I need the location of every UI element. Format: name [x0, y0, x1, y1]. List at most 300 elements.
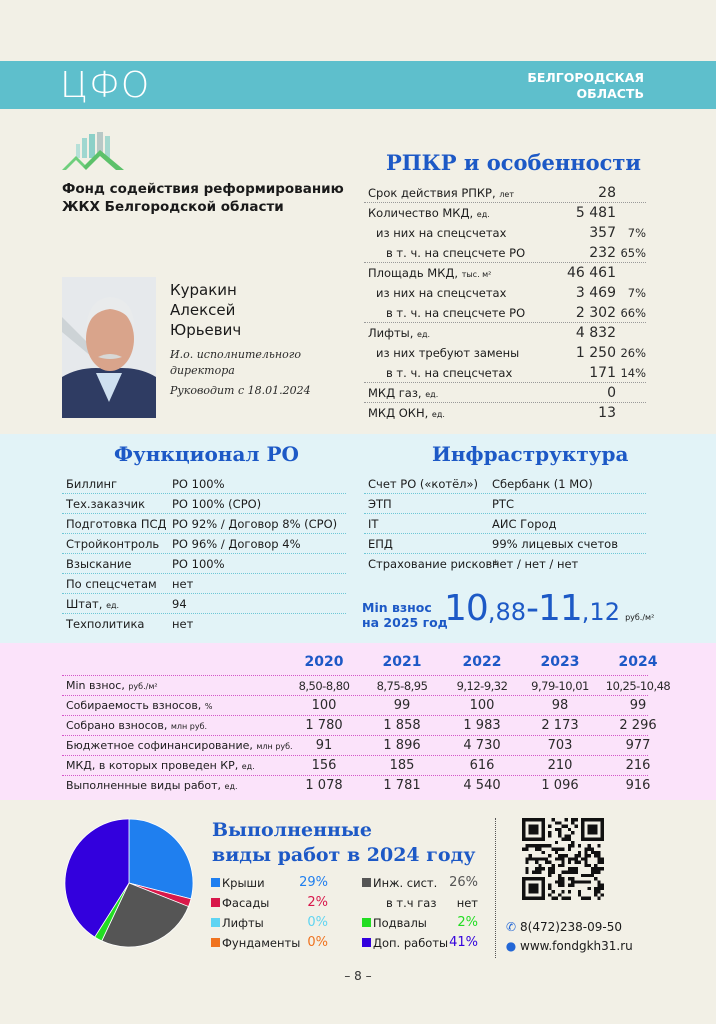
functional-key-text: Техполитика: [66, 617, 145, 631]
yearly-stats-cell: 99: [629, 698, 647, 713]
yearly-stats-cell: 916: [625, 778, 651, 793]
functional-key-unit: ед.: [106, 601, 120, 610]
qr-module: [597, 854, 600, 857]
qr-module: [565, 854, 568, 857]
qr-module: [584, 848, 587, 851]
qr-module: [591, 848, 594, 851]
qr-module: [571, 831, 574, 834]
yearly-stats-cell: 9,79-10,01: [531, 679, 589, 693]
qr-module: [571, 877, 574, 880]
qr-module: [558, 848, 561, 851]
functional-row-key: [66, 514, 167, 534]
qr-module: [548, 884, 551, 887]
rpkr-row-label: [368, 263, 491, 285]
qr-module: [565, 870, 568, 873]
rpkr-label-text: из них требуют замены: [376, 346, 520, 360]
qr-module: [552, 870, 555, 873]
qr-module: [568, 838, 571, 841]
org-name-line-2: ЖКХ Белгородской области: [62, 199, 284, 215]
year-header: 2024: [618, 654, 658, 670]
rpkr-label-text: Лифты,: [368, 326, 414, 340]
yearly-stats-cell: 100: [469, 698, 495, 713]
qr-module: [565, 818, 568, 821]
legend-item: [362, 874, 437, 892]
functional-row-key: [66, 594, 119, 616]
min-fee-label: [362, 600, 448, 630]
rpkr-row-value: 4 832: [575, 325, 616, 341]
yearly-stats-cell: 156: [311, 758, 337, 773]
yearly-stats-cell: 1 078: [305, 778, 343, 793]
yearly-stats-label: [66, 716, 207, 737]
qr-module: [555, 851, 558, 854]
infrastructure-row-key: Страхование рисков*: [368, 557, 499, 571]
legend-swatch: [362, 938, 371, 947]
qr-module: [581, 897, 584, 900]
qr-module: [581, 880, 584, 883]
qr-module: [597, 870, 600, 873]
qr-module: [525, 848, 528, 851]
qr-module: [535, 861, 538, 864]
infrastructure-row: [364, 494, 646, 514]
qr-module: [568, 884, 571, 887]
qr-module: [548, 831, 551, 834]
qr-module: [552, 890, 555, 893]
infrastructure-row-key: Счет РО («котёл»): [368, 477, 479, 491]
functional-row: [62, 474, 346, 494]
qr-module: [568, 857, 571, 860]
rpkr-row-label: [386, 303, 525, 323]
infrastructure-row-key: ЕПД: [368, 537, 393, 551]
qr-module: [548, 893, 551, 896]
qr-module: [548, 861, 551, 864]
yearly-stats-cell: 98: [551, 698, 569, 713]
qr-module: [597, 890, 600, 893]
qr-module: [552, 864, 555, 867]
qr-module: [578, 854, 581, 857]
yearly-stats-cell: 100: [311, 698, 337, 713]
qr-module: [601, 867, 604, 870]
infrastructure-row-key: IT: [368, 517, 379, 531]
functional-row-key: [66, 574, 157, 594]
legend-percent: 2%: [457, 915, 478, 930]
rpkr-row-value: 46 461: [567, 265, 616, 281]
qr-module: [545, 844, 548, 847]
qr-module: [591, 874, 594, 877]
qr-module: [594, 870, 597, 873]
qr-module: [548, 834, 551, 837]
functional-row: [62, 574, 346, 594]
qr-module: [529, 825, 539, 835]
qr-module: [581, 874, 584, 877]
yearly-stats-cell: 99: [393, 698, 411, 713]
qr-module: [565, 897, 568, 900]
infrastructure-row: [364, 474, 646, 494]
qr-module: [561, 880, 564, 883]
qr-module: [561, 838, 564, 841]
qr-module: [561, 825, 564, 828]
legend-label: в т.ч газ: [386, 896, 437, 910]
legend-item: [386, 894, 436, 912]
rpkr-row: [364, 223, 646, 243]
qr-module: [552, 867, 555, 870]
rpkr-label-text: в т. ч. на спецсчетах: [386, 366, 513, 380]
qr-module: [591, 870, 594, 873]
qr-module: [594, 893, 597, 896]
yearly-stats-row: [62, 696, 648, 716]
functional-row: [62, 614, 346, 634]
yearly-stats-cell: 4 730: [463, 738, 501, 753]
legend-item: [211, 914, 264, 932]
qr-module: [574, 854, 577, 857]
yearly-stats-table: [62, 652, 671, 796]
director-last-name: Куракин: [170, 281, 237, 299]
functional-row: [62, 514, 346, 534]
rpkr-row: [364, 383, 646, 403]
yearly-stats-cell: 210: [547, 758, 573, 773]
yearly-stats-cell: 1 896: [383, 738, 421, 753]
qr-module: [532, 870, 535, 873]
page-number: – 8 –: [344, 969, 372, 983]
qr-module: [594, 890, 597, 893]
functional-row-value: РО 92% / Договор 8% (СРО): [172, 517, 338, 531]
qr-module: [542, 857, 545, 860]
rpkr-row-percent: 7%: [627, 226, 646, 240]
qr-module: [555, 841, 558, 844]
qr-module: [578, 844, 581, 847]
rpkr-row: [364, 243, 646, 263]
qr-module: [591, 851, 594, 854]
qr-module: [558, 834, 561, 837]
qr-module: [594, 864, 597, 867]
qr-module: [565, 838, 568, 841]
qr-module: [542, 844, 545, 847]
qr-module: [601, 887, 604, 890]
qr-module: [552, 897, 555, 900]
works-title-line-2: виды работ в 2024 году: [212, 844, 476, 866]
director-since: Руководит с 18.01.2024: [170, 384, 311, 397]
yearly-label-unit: %: [204, 702, 213, 711]
qr-module: [597, 851, 600, 854]
qr-module: [555, 848, 558, 851]
qr-module: [548, 867, 551, 870]
yearly-stats-label: [66, 776, 238, 797]
qr-module: [545, 861, 548, 864]
qr-module: [552, 848, 555, 851]
region-line-2: ОБЛАСТЬ: [576, 86, 644, 101]
rpkr-row-value: 171: [589, 365, 616, 381]
qr-module: [548, 874, 551, 877]
qr-module: [571, 841, 574, 844]
functional-row: [62, 494, 346, 514]
qr-module: [588, 844, 591, 847]
min-fee-to-int: 11: [537, 588, 582, 629]
role-line-1: И.о. исполнительного: [170, 348, 301, 361]
yearly-stats-label: [66, 736, 293, 757]
district-title: ЦФО: [60, 65, 151, 106]
year-header: 2022: [462, 654, 502, 670]
qr-module: [558, 854, 561, 857]
legend-label: Фасады: [222, 896, 270, 910]
phone-contact: [505, 918, 622, 936]
functional-row-key: [66, 474, 117, 494]
qr-module: [538, 848, 541, 851]
qr-module: [597, 857, 600, 860]
rpkr-row-label: [386, 363, 512, 383]
qr-module: [538, 864, 541, 867]
yearly-stats-cell: 703: [547, 738, 573, 753]
functional-key-text: Биллинг: [66, 477, 118, 491]
functional-row-value: нет: [172, 577, 194, 591]
qr-module: [597, 867, 600, 870]
yearly-stats-cell: 616: [469, 758, 495, 773]
qr-module: [594, 851, 597, 854]
yearly-label-unit: ед.: [241, 762, 255, 771]
rpkr-row-value: 28: [598, 185, 616, 201]
qr-module: [578, 893, 581, 896]
qr-module: [529, 844, 532, 847]
qr-module: [601, 884, 604, 887]
infrastructure-row-key: ЭТП: [368, 497, 392, 511]
qr-module: [591, 867, 594, 870]
qr-module: [571, 884, 574, 887]
qr-module: [535, 848, 538, 851]
legend-percent: 0%: [307, 935, 328, 950]
qr-module: [594, 867, 597, 870]
qr-module: [568, 834, 571, 837]
qr-module: [574, 818, 577, 821]
qr-module: [568, 861, 571, 864]
qr-module: [571, 821, 574, 824]
rpkr-row-percent: 14%: [620, 366, 646, 380]
yearly-label-unit: ед.: [224, 782, 238, 791]
yearly-stats-row: [62, 716, 657, 736]
rpkr-label-text: Площадь МКД,: [368, 266, 459, 280]
yearly-stats-cell: 2 173: [541, 718, 579, 733]
rpkr-label-unit: ед.: [476, 210, 490, 219]
qr-module: [548, 844, 551, 847]
functional-row-value: РО 100% (СРО): [172, 497, 262, 511]
qr-module: [571, 870, 574, 873]
director-role: [170, 347, 350, 379]
qr-module: [588, 880, 591, 883]
rpkr-label-text: Срок действия РПКР,: [368, 186, 496, 200]
infrastructure-row-value: Сбербанк (1 МО): [492, 477, 593, 491]
yearly-stats-label: [66, 756, 255, 777]
qr-module: [574, 861, 577, 864]
qr-module: [571, 844, 574, 847]
qr-module: [568, 828, 571, 831]
qr-module: [558, 884, 561, 887]
qr-module: [561, 848, 564, 851]
yearly-stats-cell: 8,75-8,95: [376, 679, 428, 693]
functional-row: [62, 554, 346, 574]
qr-module: [532, 857, 535, 860]
role-line-2: директора: [170, 364, 235, 377]
rpkr-row: [364, 263, 646, 283]
yearly-label-text: Собираемость взносов,: [66, 699, 202, 712]
rpkr-row: [364, 283, 646, 303]
legend-label: Доп. работы: [373, 936, 449, 950]
rpkr-row-label: [368, 403, 445, 425]
yearly-stats-row: [62, 776, 651, 796]
qr-module: [561, 897, 564, 900]
yearly-label-text: Бюджетное софинансирование,: [66, 739, 253, 752]
qr-module: [601, 857, 604, 860]
rpkr-row-label: [368, 183, 514, 205]
qr-module: [571, 818, 574, 821]
qr-module: [545, 857, 548, 860]
qr-module: [568, 897, 571, 900]
phone-icon: ✆: [505, 920, 517, 934]
year-header: 2021: [382, 654, 422, 670]
rpkr-label-unit: ед.: [417, 330, 431, 339]
qr-module: [529, 857, 532, 860]
qr-module: [548, 825, 551, 828]
qr-module: [558, 857, 561, 860]
qr-module: [584, 880, 587, 883]
min-fee-from-int: 10: [444, 588, 488, 629]
qr-module: [584, 851, 587, 854]
yearly-label-text: Min взнос,: [66, 679, 125, 692]
qr-module: [538, 844, 541, 847]
qr-module: [594, 877, 597, 880]
qr-module: [555, 897, 558, 900]
yearly-stats-cell: 216: [625, 758, 651, 773]
qr-module: [558, 831, 561, 834]
rpkr-row-label: [368, 323, 430, 345]
qr-module: [588, 887, 591, 890]
rpkr-row-value: 357: [589, 225, 616, 241]
qr-module: [565, 825, 568, 828]
website-link[interactable]: www.fondgkh31.ru: [520, 939, 633, 953]
qr-module: [568, 844, 571, 847]
qr-module: [558, 821, 561, 824]
qr-module: [529, 884, 539, 894]
qr-module: [525, 861, 528, 864]
qr-module: [581, 857, 584, 860]
director-photo: [62, 277, 156, 418]
legend-percent: 0%: [307, 915, 328, 930]
min-fee-to-dec: ,12: [581, 598, 620, 626]
qr-module: [578, 890, 581, 893]
year-header: 2023: [540, 654, 580, 670]
rpkr-label-unit: ед.: [431, 410, 445, 419]
yearly-stats-cell: 1 781: [383, 778, 421, 793]
yearly-stats-cell: 1 983: [463, 718, 501, 733]
year-header: 2020: [304, 654, 344, 670]
qr-module: [548, 854, 551, 857]
qr-module: [522, 848, 525, 851]
yearly-stats-label: [66, 676, 158, 697]
qr-module: [601, 893, 604, 896]
qr-module: [578, 861, 581, 864]
legend-label: Крыши: [222, 876, 265, 890]
rpkr-row-value: 13: [598, 405, 616, 421]
qr-module: [552, 818, 555, 821]
legend-label: Подвалы: [373, 916, 427, 930]
qr-module: [588, 897, 591, 900]
rpkr-row: [364, 323, 646, 343]
functional-row-key: [66, 494, 145, 514]
yearly-label-unit: млн руб.: [256, 742, 293, 751]
director-first-name: Алексей: [170, 301, 236, 319]
phone-number[interactable]: 8(472)238-09-50: [520, 920, 623, 934]
rpkr-row-percent: 65%: [620, 246, 646, 260]
qr-module: [597, 884, 600, 887]
qr-module: [532, 844, 535, 847]
qr-module: [594, 887, 597, 890]
yearly-stats-row: [62, 676, 671, 696]
legend-swatch: [211, 918, 220, 927]
person-silhouette-icon: [62, 277, 156, 418]
director-patronymic: Юрьевич: [170, 321, 242, 339]
yearly-stats-cell: 91: [315, 738, 333, 753]
yearly-stats-cell: 10,25-10,48: [605, 679, 671, 693]
qr-module: [525, 844, 528, 847]
yearly-label-text: Выполненные виды работ,: [66, 779, 222, 792]
min-fee-value: [444, 588, 654, 629]
qr-module: [597, 861, 600, 864]
qr-module: [525, 870, 528, 873]
legend-item: [211, 934, 300, 952]
globe-icon: ●: [505, 939, 517, 953]
functional-row: [62, 534, 346, 554]
infrastructure-row: [364, 514, 646, 534]
qr-module: [588, 825, 598, 835]
legend-item: [211, 894, 269, 912]
yearly-stats-cell: 4 540: [463, 778, 501, 793]
vertical-divider: [495, 818, 496, 958]
rpkr-row-label: [386, 243, 525, 263]
rpkr-row: [364, 203, 646, 223]
qr-module: [574, 825, 577, 828]
rpkr-row-percent: 7%: [627, 286, 646, 300]
qr-module: [588, 874, 591, 877]
qr-module: [548, 887, 551, 890]
rpkr-label-text: из них на спецсчетах: [376, 286, 507, 300]
qr-module: [555, 880, 558, 883]
qr-module: [584, 861, 587, 864]
qr-module: [538, 857, 541, 860]
qr-module: [574, 880, 577, 883]
qr-module: [558, 877, 561, 880]
legend-item: [362, 914, 427, 932]
functional-row-key: [66, 614, 144, 634]
infrastructure-row: [364, 534, 646, 554]
legend-percent: 29%: [299, 875, 328, 890]
legend-percent: 26%: [449, 875, 478, 890]
qr-module: [568, 848, 571, 851]
functional-key-text: Стройконтроль: [66, 537, 160, 551]
qr-module: [561, 870, 564, 873]
yearly-label-unit: руб./м²: [128, 682, 158, 691]
legend-swatch: [211, 878, 220, 887]
infrastructure-row: [364, 554, 646, 574]
yearly-stats-cell: 9,12-9,32: [456, 679, 508, 693]
rpkr-label-unit: лет: [499, 190, 515, 199]
qr-module: [597, 887, 600, 890]
qr-module: [535, 867, 538, 870]
qr-module: [555, 821, 558, 824]
works-pie-chart: [62, 816, 196, 950]
legend-label: Фундаменты: [222, 936, 301, 950]
rpkr-row-value: 232: [589, 245, 616, 261]
rpkr-label-text: в т. ч. на спецсчете РО: [386, 246, 526, 260]
rpkr-row-value: 5 481: [575, 205, 616, 221]
qr-module: [542, 851, 545, 854]
infrastructure-title: Инфраструктура: [432, 442, 629, 466]
qr-module: [535, 844, 538, 847]
